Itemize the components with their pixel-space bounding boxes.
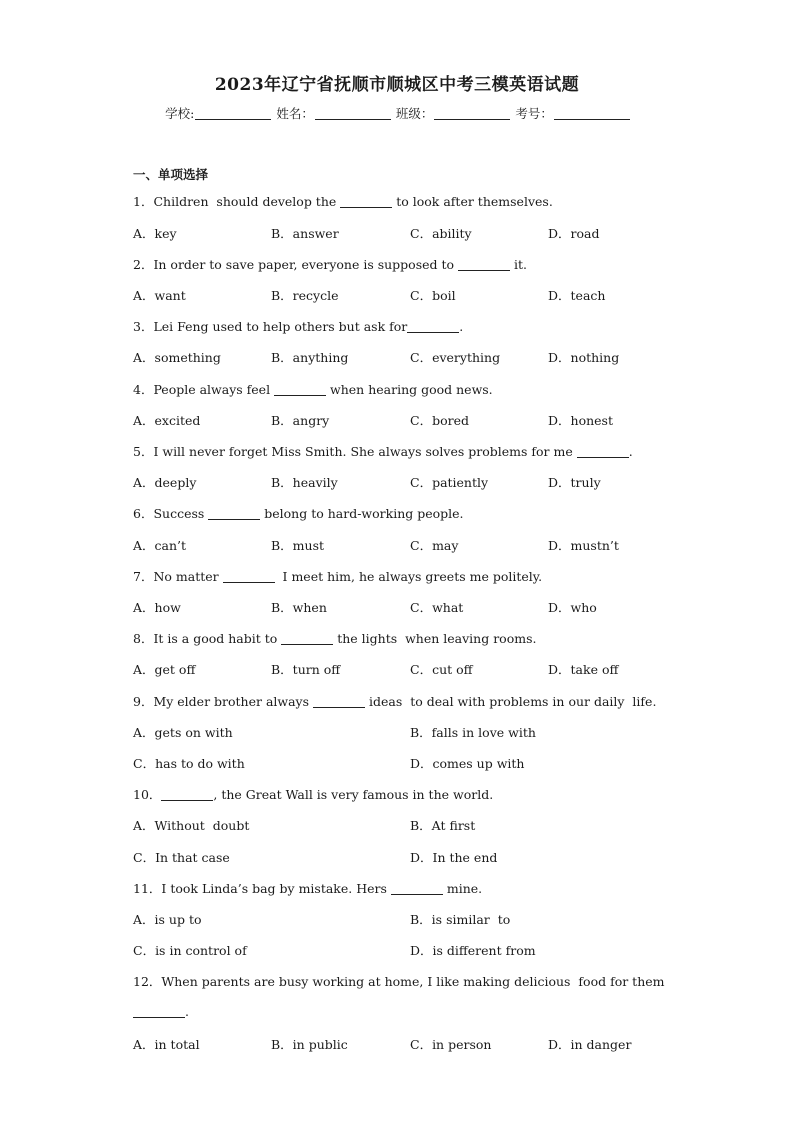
school-label: 学校:: [165, 106, 195, 121]
option-b[interactable]: B．At first: [410, 818, 476, 833]
answer-blank: [458, 258, 510, 271]
section-title: 一、单项选择: [133, 167, 209, 182]
answer-blank: [281, 632, 333, 645]
option-d[interactable]: D．comes up with: [410, 756, 525, 771]
question-text: mine.: [442, 881, 483, 896]
option-a[interactable]: A．get off: [133, 662, 196, 677]
question-text: when hearing good news.: [326, 382, 493, 397]
option-c[interactable]: C．boil: [410, 288, 456, 303]
option-d[interactable]: D．mustn’t: [548, 538, 619, 553]
question-11: [133, 879, 482, 897]
option-a[interactable]: A．want: [133, 288, 186, 303]
question-2: [133, 255, 527, 273]
option-d[interactable]: D．is different from: [410, 943, 536, 958]
question-text: 10．: [133, 787, 162, 802]
option-a[interactable]: A．excited: [133, 413, 201, 428]
class-field[interactable]: [434, 106, 510, 120]
option-b[interactable]: B．answer: [271, 226, 339, 241]
answer-blank: [161, 788, 213, 801]
option-b[interactable]: B．heavily: [271, 475, 338, 490]
option-b[interactable]: B．turn off: [271, 662, 341, 677]
question-text: 12．When parents are busy working at home, I like making delicious food for them: [133, 974, 665, 989]
answer-blank: [133, 1005, 185, 1018]
answer-blank: [391, 882, 443, 895]
option-b[interactable]: B．in public: [271, 1037, 348, 1052]
answer-blank: [407, 320, 459, 333]
question-text: 7．No matter: [133, 569, 223, 584]
option-d[interactable]: D．who: [548, 600, 597, 615]
option-b[interactable]: B．angry: [271, 413, 330, 428]
question-text: .: [459, 319, 464, 334]
option-a[interactable]: A．gets on with: [133, 725, 233, 740]
option-b[interactable]: B．falls in love with: [410, 725, 536, 740]
page-title: 2023年辽宁省抚顺市顺城区中考三模英语试题: [214, 75, 580, 95]
question-4: [133, 380, 493, 398]
question-text: belong to hard-working people.: [260, 506, 464, 521]
option-d[interactable]: D．honest: [548, 413, 613, 428]
option-d[interactable]: D．truly: [548, 475, 601, 490]
question-3: [133, 317, 463, 335]
option-c[interactable]: C．cut off: [410, 662, 473, 677]
question-6: [133, 504, 464, 522]
question-text: 4．People always feel: [133, 382, 275, 397]
question-text: ideas to deal with problems in our daily life.: [365, 694, 657, 709]
question-9: [133, 692, 656, 710]
question-5: [133, 442, 633, 460]
option-d[interactable]: D．road: [548, 226, 600, 241]
school-field[interactable]: [195, 106, 271, 120]
option-c[interactable]: C．has to do with: [133, 756, 245, 771]
id-label: 考号：: [515, 106, 553, 121]
option-c[interactable]: C．bored: [410, 413, 469, 428]
class-label: 班级：: [395, 106, 434, 121]
question-text: 8．It is a good habit to: [133, 631, 282, 646]
question-12: [133, 972, 665, 990]
option-c[interactable]: C．may: [410, 538, 459, 553]
option-c[interactable]: C．in person: [410, 1037, 492, 1052]
question-10: [133, 785, 493, 803]
option-b[interactable]: B．when: [271, 600, 327, 615]
question-7: [133, 567, 542, 585]
question-text: 11．I took Linda’s bag by mistake. Hers: [133, 881, 391, 896]
question-1: [133, 192, 553, 210]
answer-blank: [577, 445, 629, 458]
question-text: 5．I will never forget Miss Smith. She always solves problems for me: [133, 444, 577, 459]
question-text: 2．In order to save paper, everyone is supposed to: [133, 257, 459, 272]
option-b[interactable]: B．anything: [271, 350, 349, 365]
option-a[interactable]: A．in total: [133, 1037, 200, 1052]
option-a[interactable]: A．can’t: [133, 538, 187, 553]
student-info-line: [0, 104, 794, 122]
option-a[interactable]: A．something: [133, 350, 221, 365]
option-c[interactable]: C．ability: [410, 226, 472, 241]
option-a[interactable]: A．key: [133, 226, 177, 241]
option-b[interactable]: B．recycle: [271, 288, 339, 303]
question-text: .: [185, 1004, 189, 1019]
question-text: I meet him, he always greets me politely.: [274, 569, 543, 584]
option-c[interactable]: C．In that case: [133, 850, 230, 865]
question-text: to look after themselves.: [392, 194, 553, 209]
question-text: 1．Children should develop the: [133, 194, 341, 209]
option-c[interactable]: C．patiently: [410, 475, 489, 490]
question-text: 9．My elder brother always: [133, 694, 314, 709]
option-d[interactable]: D．in danger: [548, 1037, 632, 1052]
question-text: 3．Lei Feng used to help others but ask for: [133, 319, 408, 334]
option-a[interactable]: A．is up to: [133, 912, 202, 927]
question-text: .: [628, 444, 633, 459]
question-12-line2: [133, 1004, 189, 1019]
answer-blank: [223, 570, 275, 583]
option-c[interactable]: C．is in control of: [133, 943, 247, 958]
question-text: the lights when leaving rooms.: [333, 631, 537, 646]
option-a[interactable]: A．deeply: [133, 475, 197, 490]
question-text: it.: [510, 257, 527, 272]
option-a[interactable]: A．Without doubt: [133, 818, 250, 833]
option-c[interactable]: C．what: [410, 600, 464, 615]
option-d[interactable]: D．take off: [548, 662, 619, 677]
option-d[interactable]: D．teach: [548, 288, 606, 303]
name-label: 姓名：: [276, 106, 314, 121]
option-b[interactable]: B．must: [271, 538, 325, 553]
option-b[interactable]: B．is similar to: [410, 912, 511, 927]
answer-blank: [274, 383, 326, 396]
answer-blank: [340, 195, 392, 208]
answer-blank: [313, 695, 365, 708]
option-a[interactable]: A．how: [133, 600, 181, 615]
id-field[interactable]: [554, 106, 630, 120]
option-c[interactable]: C．everything: [410, 350, 501, 365]
answer-blank: [208, 507, 260, 520]
option-d[interactable]: D．In the end: [410, 850, 498, 865]
question-text: , the Great Wall is very famous in the world.: [213, 787, 494, 802]
question-8: [133, 629, 536, 647]
option-d[interactable]: D．nothing: [548, 350, 620, 365]
question-text: 6．Success: [133, 506, 209, 521]
name-field[interactable]: [315, 106, 391, 120]
